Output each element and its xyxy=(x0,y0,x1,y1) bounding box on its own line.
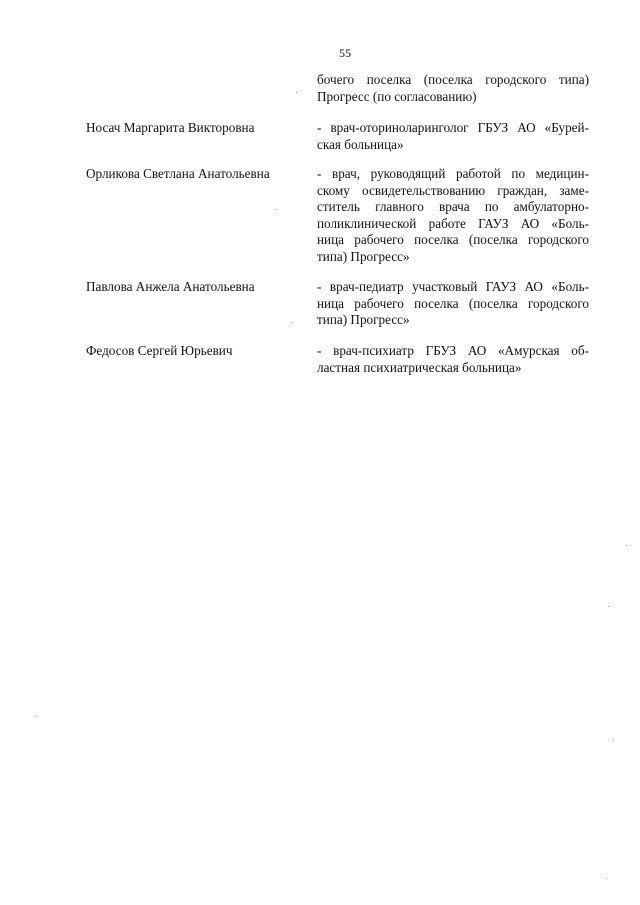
scan-speck xyxy=(613,740,614,741)
scan-speck xyxy=(626,545,627,546)
member-name: Павлова Анжела Анатольевна xyxy=(86,279,255,294)
scan-speck xyxy=(36,716,37,717)
role-line: скому освидетельствованию граждан, заме- xyxy=(317,182,589,198)
member-role xyxy=(317,279,589,329)
role-line: ластная психиатрическая больница» xyxy=(317,359,522,375)
continuation-role xyxy=(317,72,589,105)
role-line: ститель главного врача по амбулаторно- xyxy=(317,199,589,215)
scan-speck xyxy=(291,322,292,323)
scan-speck xyxy=(296,92,297,93)
page-number: 55 xyxy=(339,46,351,60)
scan-speck xyxy=(606,878,607,879)
role-line: ская больница» xyxy=(317,136,404,152)
member-role xyxy=(317,166,589,266)
role-line: - врач-психиатр ГБУЗ АО «Амурская об- xyxy=(317,343,589,358)
role-line: Прогресс (по согласованию) xyxy=(317,88,477,104)
role-line: ница рабочего поселка (поселка городского xyxy=(317,232,589,248)
role-line: - врач, руководящий работой по медицин- xyxy=(317,166,589,181)
role-line: типа) Прогресс» xyxy=(317,248,410,264)
scan-speck xyxy=(608,606,609,607)
member-role xyxy=(317,120,589,153)
member-role xyxy=(317,343,589,376)
scan-speck xyxy=(275,209,276,210)
role-line: - врач-оториноларинголог ГБУЗ АО «Бурей- xyxy=(317,120,589,135)
member-name: Орликова Светлана Анатольевна xyxy=(86,166,270,181)
role-line: бочего поселка (поселка городского типа) xyxy=(317,72,589,87)
role-line: - врач-педиатр участковый ГАУЗ АО «Боль- xyxy=(317,279,589,294)
member-name: Федосов Сергей Юрьевич xyxy=(86,343,233,358)
member-name: Носач Маргарита Викторовна xyxy=(86,120,255,135)
role-line: поликлинической работе ГАУЗ АО «Боль- xyxy=(317,215,589,231)
role-line: типа) Прогресс» xyxy=(317,312,410,328)
role-line: ница рабочего поселка (поселка городского xyxy=(317,295,589,311)
